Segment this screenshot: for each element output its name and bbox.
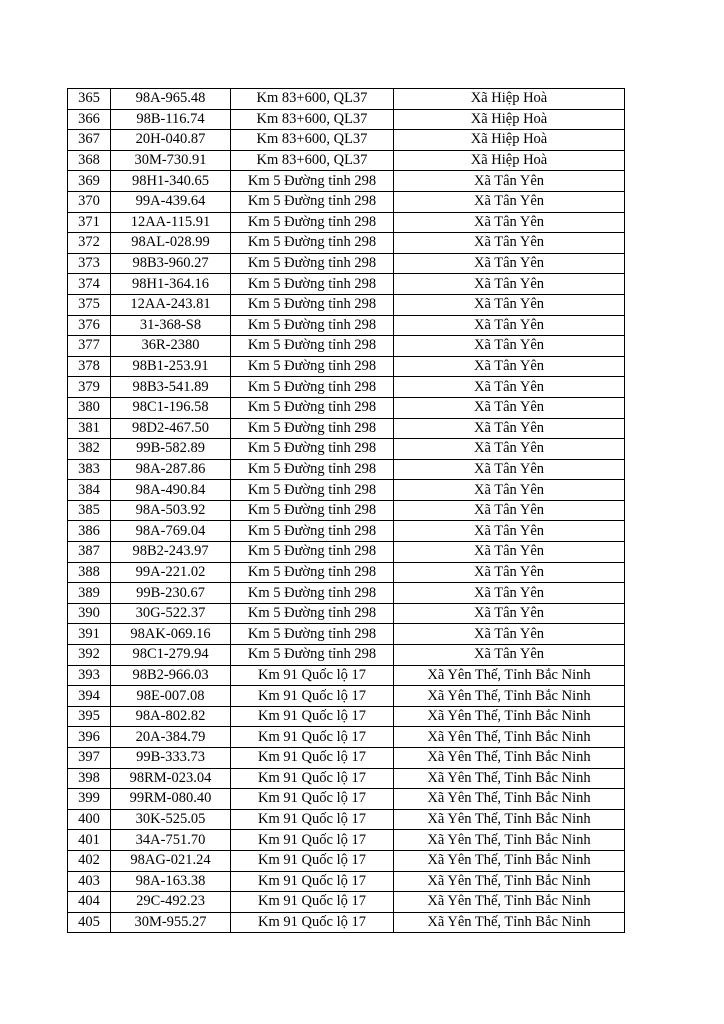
license-plate-cell: 98A-769.04 — [111, 521, 231, 542]
violation-table — [67, 88, 625, 933]
location-cell: Km 5 Đường tỉnh 298 — [231, 191, 394, 212]
table-row — [68, 356, 625, 377]
row-number-cell: 375 — [68, 294, 111, 315]
commune-cell: Xã Yên Thế, Tỉnh Bắc Ninh — [394, 768, 625, 789]
commune-cell: Xã Hiệp Hoà — [394, 150, 625, 171]
row-number-cell: 372 — [68, 233, 111, 254]
table-row — [68, 583, 625, 604]
commune-cell: Xã Tân Yên — [394, 397, 625, 418]
table-row — [68, 645, 625, 666]
row-number-cell: 404 — [68, 892, 111, 913]
commune-cell: Xã Tân Yên — [394, 459, 625, 480]
commune-cell: Xã Tân Yên — [394, 212, 625, 233]
table-row — [68, 892, 625, 913]
row-number-cell: 403 — [68, 871, 111, 892]
location-cell: Km 83+600, QL37 — [231, 89, 394, 110]
location-cell: Km 91 Quốc lộ 17 — [231, 892, 394, 913]
license-plate-cell: 98E-007.08 — [111, 686, 231, 707]
commune-cell: Xã Hiệp Hoà — [394, 109, 625, 130]
location-cell: Km 83+600, QL37 — [231, 130, 394, 151]
table-row — [68, 150, 625, 171]
table-row — [68, 480, 625, 501]
table-row — [68, 542, 625, 563]
row-number-cell: 399 — [68, 789, 111, 810]
license-plate-cell: 34A-751.70 — [111, 830, 231, 851]
table-row — [68, 871, 625, 892]
row-number-cell: 373 — [68, 253, 111, 274]
row-number-cell: 389 — [68, 583, 111, 604]
location-cell: Km 5 Đường tỉnh 298 — [231, 315, 394, 336]
license-plate-cell: 98AL-028.99 — [111, 233, 231, 254]
row-number-cell: 368 — [68, 150, 111, 171]
license-plate-cell: 99RM-080.40 — [111, 789, 231, 810]
table-row — [68, 500, 625, 521]
row-number-cell: 394 — [68, 686, 111, 707]
table-row — [68, 439, 625, 460]
license-plate-cell: 99B-333.73 — [111, 748, 231, 769]
license-plate-cell: 98H1-340.65 — [111, 171, 231, 192]
commune-cell: Xã Tân Yên — [394, 480, 625, 501]
commune-cell: Xã Tân Yên — [394, 439, 625, 460]
location-cell: Km 91 Quốc lộ 17 — [231, 768, 394, 789]
license-plate-cell: 98A-287.86 — [111, 459, 231, 480]
row-number-cell: 380 — [68, 397, 111, 418]
license-plate-cell: 98B3-541.89 — [111, 377, 231, 398]
row-number-cell: 402 — [68, 850, 111, 871]
license-plate-cell: 98B3-960.27 — [111, 253, 231, 274]
table-row — [68, 789, 625, 810]
commune-cell: Xã Yên Thế, Tỉnh Bắc Ninh — [394, 706, 625, 727]
row-number-cell: 371 — [68, 212, 111, 233]
row-number-cell: 365 — [68, 89, 111, 110]
table-row — [68, 294, 625, 315]
row-number-cell: 367 — [68, 130, 111, 151]
location-cell: Km 91 Quốc lộ 17 — [231, 871, 394, 892]
row-number-cell: 388 — [68, 562, 111, 583]
location-cell: Km 91 Quốc lộ 17 — [231, 748, 394, 769]
row-number-cell: 378 — [68, 356, 111, 377]
location-cell: Km 83+600, QL37 — [231, 150, 394, 171]
table-row — [68, 418, 625, 439]
table-row — [68, 233, 625, 254]
commune-cell: Xã Tân Yên — [394, 294, 625, 315]
row-number-cell: 397 — [68, 748, 111, 769]
table-row — [68, 748, 625, 769]
commune-cell: Xã Yên Thế, Tỉnh Bắc Ninh — [394, 789, 625, 810]
row-number-cell: 392 — [68, 645, 111, 666]
location-cell: Km 5 Đường tỉnh 298 — [231, 624, 394, 645]
location-cell: Km 91 Quốc lộ 17 — [231, 665, 394, 686]
row-number-cell: 387 — [68, 542, 111, 563]
table-row — [68, 768, 625, 789]
location-cell: Km 5 Đường tỉnh 298 — [231, 418, 394, 439]
license-plate-cell: 98AK-069.16 — [111, 624, 231, 645]
location-cell: Km 91 Quốc lộ 17 — [231, 686, 394, 707]
commune-cell: Xã Yên Thế, Tỉnh Bắc Ninh — [394, 686, 625, 707]
table-row — [68, 315, 625, 336]
row-number-cell: 400 — [68, 809, 111, 830]
commune-cell: Xã Tân Yên — [394, 603, 625, 624]
location-cell: Km 5 Đường tỉnh 298 — [231, 562, 394, 583]
commune-cell: Xã Tân Yên — [394, 624, 625, 645]
license-plate-cell: 12AA-243.81 — [111, 294, 231, 315]
license-plate-cell: 98B2-243.97 — [111, 542, 231, 563]
license-plate-cell: 99B-230.67 — [111, 583, 231, 604]
table-row — [68, 850, 625, 871]
license-plate-cell: 98A-802.82 — [111, 706, 231, 727]
location-cell: Km 5 Đường tỉnh 298 — [231, 212, 394, 233]
row-number-cell: 366 — [68, 109, 111, 130]
license-plate-cell: 99A-221.02 — [111, 562, 231, 583]
table-row — [68, 336, 625, 357]
location-cell: Km 5 Đường tỉnh 298 — [231, 459, 394, 480]
row-number-cell: 377 — [68, 336, 111, 357]
table-row — [68, 706, 625, 727]
license-plate-cell: 30M-955.27 — [111, 912, 231, 933]
location-cell: Km 5 Đường tỉnh 298 — [231, 439, 394, 460]
commune-cell: Xã Tân Yên — [394, 583, 625, 604]
table-row — [68, 686, 625, 707]
license-plate-cell: 98A-965.48 — [111, 89, 231, 110]
license-plate-cell: 98H1-364.16 — [111, 274, 231, 295]
license-plate-cell: 99B-582.89 — [111, 439, 231, 460]
commune-cell: Xã Tân Yên — [394, 336, 625, 357]
row-number-cell: 369 — [68, 171, 111, 192]
row-number-cell: 386 — [68, 521, 111, 542]
location-cell: Km 91 Quốc lộ 17 — [231, 706, 394, 727]
table-row — [68, 274, 625, 295]
table-row — [68, 603, 625, 624]
license-plate-cell: 20A-384.79 — [111, 727, 231, 748]
row-number-cell: 370 — [68, 191, 111, 212]
row-number-cell: 376 — [68, 315, 111, 336]
location-cell: Km 5 Đường tỉnh 298 — [231, 397, 394, 418]
license-plate-cell: 30K-525.05 — [111, 809, 231, 830]
table-row — [68, 397, 625, 418]
commune-cell: Xã Tân Yên — [394, 377, 625, 398]
table-row — [68, 521, 625, 542]
row-number-cell: 393 — [68, 665, 111, 686]
location-cell: Km 5 Đường tỉnh 298 — [231, 377, 394, 398]
commune-cell: Xã Tân Yên — [394, 418, 625, 439]
table-row — [68, 459, 625, 480]
row-number-cell: 405 — [68, 912, 111, 933]
location-cell: Km 83+600, QL37 — [231, 109, 394, 130]
license-plate-cell: 98AG-021.24 — [111, 850, 231, 871]
row-number-cell: 398 — [68, 768, 111, 789]
table-row — [68, 253, 625, 274]
commune-cell: Xã Yên Thế, Tỉnh Bắc Ninh — [394, 830, 625, 851]
commune-cell: Xã Yên Thế, Tỉnh Bắc Ninh — [394, 850, 625, 871]
commune-cell: Xã Tân Yên — [394, 274, 625, 295]
commune-cell: Xã Tân Yên — [394, 645, 625, 666]
commune-cell: Xã Hiệp Hoà — [394, 89, 625, 110]
location-cell: Km 5 Đường tỉnh 298 — [231, 521, 394, 542]
location-cell: Km 5 Đường tỉnh 298 — [231, 603, 394, 624]
license-plate-cell: 98B2-966.03 — [111, 665, 231, 686]
location-cell: Km 5 Đường tỉnh 298 — [231, 294, 394, 315]
license-plate-cell: 30M-730.91 — [111, 150, 231, 171]
table-row — [68, 830, 625, 851]
commune-cell: Xã Tân Yên — [394, 521, 625, 542]
license-plate-cell: 20H-040.87 — [111, 130, 231, 151]
table-row — [68, 171, 625, 192]
location-cell: Km 91 Quốc lộ 17 — [231, 830, 394, 851]
commune-cell: Xã Tân Yên — [394, 253, 625, 274]
license-plate-cell: 98C1-279.94 — [111, 645, 231, 666]
commune-cell: Xã Tân Yên — [394, 356, 625, 377]
location-cell: Km 5 Đường tỉnh 298 — [231, 336, 394, 357]
license-plate-cell: 98C1-196.58 — [111, 397, 231, 418]
table-row — [68, 665, 625, 686]
location-cell: Km 5 Đường tỉnh 298 — [231, 583, 394, 604]
row-number-cell: 395 — [68, 706, 111, 727]
license-plate-cell: 98A-163.38 — [111, 871, 231, 892]
table-row — [68, 727, 625, 748]
row-number-cell: 384 — [68, 480, 111, 501]
row-number-cell: 383 — [68, 459, 111, 480]
commune-cell: Xã Tân Yên — [394, 191, 625, 212]
location-cell: Km 5 Đường tỉnh 298 — [231, 645, 394, 666]
commune-cell: Xã Tân Yên — [394, 315, 625, 336]
table-row — [68, 191, 625, 212]
license-plate-cell: 36R-2380 — [111, 336, 231, 357]
license-plate-cell: 12AA-115.91 — [111, 212, 231, 233]
commune-cell: Xã Tân Yên — [394, 562, 625, 583]
license-plate-cell: 98A-503.92 — [111, 500, 231, 521]
commune-cell: Xã Yên Thế, Tỉnh Bắc Ninh — [394, 912, 625, 933]
violation-table-body — [68, 89, 625, 933]
table-row — [68, 562, 625, 583]
license-plate-cell: 98RM-023.04 — [111, 768, 231, 789]
row-number-cell: 374 — [68, 274, 111, 295]
license-plate-cell: 99A-439.64 — [111, 191, 231, 212]
license-plate-cell: 98A-490.84 — [111, 480, 231, 501]
commune-cell: Xã Hiệp Hoà — [394, 130, 625, 151]
commune-cell: Xã Tân Yên — [394, 542, 625, 563]
row-number-cell: 379 — [68, 377, 111, 398]
license-plate-cell: 98B1-253.91 — [111, 356, 231, 377]
location-cell: Km 91 Quốc lộ 17 — [231, 809, 394, 830]
table-row — [68, 89, 625, 110]
table-row — [68, 809, 625, 830]
commune-cell: Xã Tân Yên — [394, 500, 625, 521]
location-cell: Km 5 Đường tỉnh 298 — [231, 500, 394, 521]
commune-cell: Xã Yên Thế, Tỉnh Bắc Ninh — [394, 748, 625, 769]
commune-cell: Xã Yên Thế, Tỉnh Bắc Ninh — [394, 809, 625, 830]
row-number-cell: 381 — [68, 418, 111, 439]
table-row — [68, 377, 625, 398]
commune-cell: Xã Yên Thế, Tỉnh Bắc Ninh — [394, 871, 625, 892]
row-number-cell: 401 — [68, 830, 111, 851]
location-cell: Km 5 Đường tỉnh 298 — [231, 542, 394, 563]
location-cell: Km 91 Quốc lộ 17 — [231, 727, 394, 748]
table-row — [68, 130, 625, 151]
location-cell: Km 91 Quốc lộ 17 — [231, 850, 394, 871]
location-cell: Km 5 Đường tỉnh 298 — [231, 171, 394, 192]
license-plate-cell: 98B-116.74 — [111, 109, 231, 130]
row-number-cell: 385 — [68, 500, 111, 521]
row-number-cell: 396 — [68, 727, 111, 748]
commune-cell: Xã Yên Thế, Tỉnh Bắc Ninh — [394, 892, 625, 913]
commune-cell: Xã Yên Thế, Tỉnh Bắc Ninh — [394, 665, 625, 686]
row-number-cell: 382 — [68, 439, 111, 460]
location-cell: Km 5 Đường tỉnh 298 — [231, 253, 394, 274]
table-row — [68, 624, 625, 645]
license-plate-cell: 29C-492.23 — [111, 892, 231, 913]
table-row — [68, 212, 625, 233]
row-number-cell: 391 — [68, 624, 111, 645]
location-cell: Km 5 Đường tỉnh 298 — [231, 274, 394, 295]
license-plate-cell: 98D2-467.50 — [111, 418, 231, 439]
commune-cell: Xã Yên Thế, Tỉnh Bắc Ninh — [394, 727, 625, 748]
table-row — [68, 109, 625, 130]
location-cell: Km 91 Quốc lộ 17 — [231, 789, 394, 810]
table-row — [68, 912, 625, 933]
location-cell: Km 5 Đường tỉnh 298 — [231, 233, 394, 254]
license-plate-cell: 30G-522.37 — [111, 603, 231, 624]
commune-cell: Xã Tân Yên — [394, 171, 625, 192]
commune-cell: Xã Tân Yên — [394, 233, 625, 254]
license-plate-cell: 31-368-S8 — [111, 315, 231, 336]
location-cell: Km 5 Đường tỉnh 298 — [231, 480, 394, 501]
location-cell: Km 91 Quốc lộ 17 — [231, 912, 394, 933]
row-number-cell: 390 — [68, 603, 111, 624]
location-cell: Km 5 Đường tỉnh 298 — [231, 356, 394, 377]
